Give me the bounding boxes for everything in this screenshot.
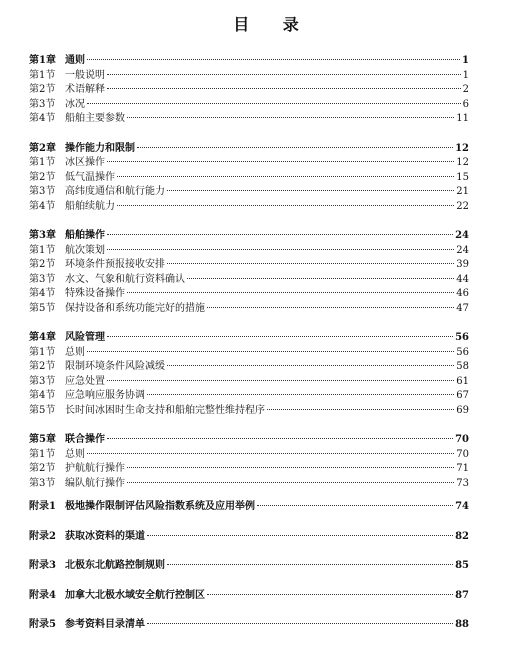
toc-appendix-entry[interactable] xyxy=(29,589,469,604)
toc-section-entry-number: 第1节 xyxy=(29,346,56,358)
dot-leader xyxy=(107,88,461,89)
dot-leader xyxy=(167,263,454,264)
toc-section-entry[interactable] xyxy=(29,404,469,419)
dot-leader xyxy=(107,161,454,162)
toc-chapter-entry-number: 第4章 xyxy=(29,332,56,343)
toc-section-entry-page-number: 69 xyxy=(456,404,469,416)
toc-chapter-entry-title: 通则 xyxy=(65,55,85,66)
toc-section-entry-title: 一般说明 xyxy=(65,69,105,81)
dot-leader xyxy=(127,482,454,483)
toc-section-entry-page-number: 1 xyxy=(462,69,469,81)
toc-section-entry-number: 第3节 xyxy=(29,273,56,285)
toc-section-entry-number: 第1节 xyxy=(29,448,56,460)
toc-appendix-list xyxy=(29,500,469,633)
dot-leader xyxy=(117,205,454,206)
toc-section-entry-title: 总则 xyxy=(65,346,85,358)
toc-appendix-entry-number: 附录5 xyxy=(29,619,56,630)
toc-section-entry[interactable] xyxy=(29,360,469,375)
toc-section-entry-number: 第1节 xyxy=(29,244,56,256)
toc-section-entry[interactable] xyxy=(29,200,469,215)
toc-appendix-entry-number: 附录3 xyxy=(29,560,56,571)
toc-section-entry-number: 第5节 xyxy=(29,302,56,314)
dot-leader xyxy=(87,103,461,104)
toc-section-entry-page-number: 6 xyxy=(462,98,469,110)
toc-section-entry[interactable] xyxy=(29,112,469,127)
toc-appendix-entry[interactable] xyxy=(29,559,469,574)
dot-leader xyxy=(107,380,454,381)
dot-leader xyxy=(117,176,454,177)
toc-section-entry-page-number: 73 xyxy=(456,477,469,489)
toc-appendix-entry[interactable] xyxy=(29,500,469,515)
toc-section-entry[interactable] xyxy=(29,171,469,186)
toc-section-entry-number: 第4节 xyxy=(29,288,56,299)
toc-appendix-entry[interactable] xyxy=(29,530,469,545)
dot-leader xyxy=(107,234,453,235)
toc-chapter-entry[interactable] xyxy=(29,54,469,69)
toc-section-entry-number: 第2节 xyxy=(29,259,56,270)
toc-section-entry[interactable] xyxy=(29,302,469,317)
toc-appendix-entry-page-number: 88 xyxy=(455,619,469,630)
toc-section-entry-title: 冰区操作 xyxy=(65,157,105,168)
toc-chapter-block xyxy=(29,229,469,316)
toc-section-entry-title: 护航航行操作 xyxy=(65,463,125,474)
dot-leader xyxy=(167,190,454,191)
toc-appendix-entry-title: 加拿大北极水域安全航行控制区 xyxy=(65,589,205,601)
toc-section-entry[interactable] xyxy=(29,389,469,404)
toc-section-entry-page-number: 2 xyxy=(462,84,469,95)
toc-section-entry-page-number: 39 xyxy=(456,259,469,270)
toc-section-entry-page-number: 67 xyxy=(456,390,469,401)
toc-section-entry-number: 第4节 xyxy=(29,200,56,212)
toc-section-entry-title: 低气温操作 xyxy=(65,171,115,183)
dot-leader xyxy=(87,453,454,454)
toc-section-entry-title: 冰况 xyxy=(65,98,85,110)
toc-chapter-block xyxy=(29,54,469,127)
toc-appendix-entry-number: 附录2 xyxy=(29,530,56,542)
toc-appendix-entry-page-number: 74 xyxy=(455,501,469,512)
toc-chapter-entry-page-number: 70 xyxy=(455,434,469,445)
toc-appendix-entry-title: 获取冰资料的渠道 xyxy=(65,530,145,542)
toc-section-entry[interactable] xyxy=(29,477,469,492)
toc-chapter-list xyxy=(29,54,469,491)
dot-leader xyxy=(137,147,453,148)
toc-chapter-entry-title: 船舶操作 xyxy=(65,230,105,241)
toc-section-entry-title: 船舶续航力 xyxy=(65,200,115,212)
dot-leader xyxy=(127,467,454,468)
toc-section-entry-page-number: 61 xyxy=(456,375,469,387)
toc-section-entry-page-number: 24 xyxy=(456,244,469,256)
toc-title: 目 录 xyxy=(233,15,313,34)
toc-section-entry-number: 第4节 xyxy=(29,113,56,124)
toc-section-entry-number: 第2节 xyxy=(29,361,56,372)
dot-leader xyxy=(257,505,453,506)
dot-leader xyxy=(167,365,454,366)
toc-chapter-entry[interactable] xyxy=(29,229,469,244)
toc-section-entry-title: 航次策划 xyxy=(65,244,105,256)
dot-leader xyxy=(147,623,453,624)
toc-section-entry[interactable] xyxy=(29,375,469,390)
toc-chapter-entry[interactable] xyxy=(29,142,469,157)
toc-chapter-entry[interactable] xyxy=(29,433,469,448)
toc-section-entry[interactable] xyxy=(29,273,469,288)
toc-chapter-entry-page-number: 12 xyxy=(455,142,469,154)
dot-leader xyxy=(127,292,454,293)
toc-section-entry[interactable] xyxy=(29,287,469,302)
toc-section-entry-number: 第3节 xyxy=(29,186,56,197)
toc-appendix-entry-page-number: 85 xyxy=(455,560,469,571)
toc-section-entry-page-number: 11 xyxy=(456,113,469,124)
toc-appendix-entry-page-number: 87 xyxy=(455,589,469,601)
toc-section-entry-title: 保持设备和系统功能完好的措施 xyxy=(65,302,205,314)
dot-leader xyxy=(187,278,454,279)
dot-leader xyxy=(207,307,454,308)
toc-chapter-entry-title: 联合操作 xyxy=(65,434,105,445)
toc-section-entry[interactable] xyxy=(29,185,469,200)
dot-leader xyxy=(107,438,453,439)
toc-section-entry-number: 第3节 xyxy=(29,98,56,110)
dot-leader xyxy=(267,409,454,410)
toc-section-entry-number: 第3节 xyxy=(29,477,56,489)
toc-section-entry-number: 第2节 xyxy=(29,84,56,95)
toc-section-entry-title: 船舶主要参数 xyxy=(65,113,125,124)
toc-appendix-entry-number: 附录4 xyxy=(29,589,56,601)
toc-appendix-entry-number: 附录1 xyxy=(29,501,56,512)
toc-section-entry[interactable] xyxy=(29,258,469,273)
toc-chapter-entry-page-number: 56 xyxy=(455,332,469,343)
toc-section-entry-title: 高纬度通信和航行能力 xyxy=(65,186,165,197)
dot-leader xyxy=(87,351,454,352)
toc-chapter-entry-number: 第1章 xyxy=(29,55,56,66)
toc-section-entry-title: 限制环境条件风险减缓 xyxy=(65,361,165,372)
toc-chapter-entry-page-number: 1 xyxy=(462,55,469,66)
toc-section-entry-title: 长时间冰困时生命支持和船舶完整性维持程序 xyxy=(65,404,265,416)
toc-section-entry[interactable] xyxy=(29,156,469,171)
toc-chapter-entry-title: 风险管理 xyxy=(65,332,105,343)
toc-section-entry[interactable] xyxy=(29,98,469,113)
dot-leader xyxy=(107,74,461,75)
dot-leader xyxy=(87,59,460,60)
toc-section-entry[interactable] xyxy=(29,448,469,463)
toc-section-entry-number: 第4节 xyxy=(29,390,56,401)
dot-leader xyxy=(127,117,454,118)
toc-appendix-entry-page-number: 82 xyxy=(455,530,469,542)
dot-leader xyxy=(147,535,453,536)
toc-section-entry-number: 第5节 xyxy=(29,404,56,416)
toc-section-entry-number: 第2节 xyxy=(29,463,56,474)
toc-section-entry-page-number: 56 xyxy=(456,346,469,358)
toc-appendix-entry-title: 参考资料目录清单 xyxy=(65,619,145,630)
toc-appendix-entry-title: 极地操作限制评估风险指数系统及应用举例 xyxy=(65,501,255,512)
toc-chapter-entry-page-number: 24 xyxy=(455,230,469,241)
toc-section-entry-title: 术语解释 xyxy=(65,84,105,95)
toc-section-entry-title: 水文、气象和航行资料确认 xyxy=(65,273,185,285)
toc-appendix-entry-title: 北极东北航路控制规则 xyxy=(65,560,165,571)
dot-leader xyxy=(167,564,453,565)
dot-leader xyxy=(107,249,454,250)
toc-section-entry-title: 应急响应服务协调 xyxy=(65,390,145,401)
toc-section-entry-page-number: 12 xyxy=(456,157,469,168)
toc-section-entry[interactable] xyxy=(29,346,469,361)
toc-section-entry-title: 编队航行操作 xyxy=(65,477,125,489)
toc-section-entry-page-number: 22 xyxy=(456,200,469,212)
toc-section-entry[interactable] xyxy=(29,462,469,477)
toc-section-entry-page-number: 21 xyxy=(456,186,469,197)
toc-section-entry-page-number: 44 xyxy=(456,273,469,285)
toc-section-entry-page-number: 46 xyxy=(456,288,469,299)
toc-chapter-block xyxy=(29,331,469,418)
toc-section-entry-title: 特殊设备操作 xyxy=(65,288,125,299)
toc-chapter-entry-number: 第3章 xyxy=(29,230,56,241)
toc-section-entry-number: 第2节 xyxy=(29,171,56,183)
toc-section-entry[interactable] xyxy=(29,69,469,84)
toc-section-entry-title: 应急处置 xyxy=(65,375,105,387)
dot-leader xyxy=(107,336,453,337)
toc-section-entry-number: 第1节 xyxy=(29,69,56,81)
toc-chapter-entry[interactable] xyxy=(29,331,469,346)
toc-chapter-entry-number: 第2章 xyxy=(29,142,56,154)
toc-section-entry-page-number: 15 xyxy=(456,171,469,183)
toc-appendix-entry[interactable] xyxy=(29,618,469,633)
toc-section-entry-title: 总则 xyxy=(65,448,85,460)
toc-chapter-block xyxy=(29,433,469,491)
toc-chapter-block xyxy=(29,142,469,215)
toc-section-entry-page-number: 47 xyxy=(456,302,469,314)
toc-section-entry[interactable] xyxy=(29,244,469,259)
toc-section-entry-number: 第3节 xyxy=(29,375,56,387)
toc-section-entry-page-number: 58 xyxy=(456,361,469,372)
toc-section-entry-page-number: 70 xyxy=(456,448,469,460)
toc-chapter-entry-number: 第5章 xyxy=(29,434,56,445)
toc-section-entry[interactable] xyxy=(29,83,469,98)
toc-section-entry-title: 环境条件预报接收安排 xyxy=(65,259,165,270)
dot-leader xyxy=(207,594,453,595)
toc-section-entry-page-number: 71 xyxy=(456,463,469,474)
dot-leader xyxy=(147,394,454,395)
toc-chapter-entry-title: 操作能力和限制 xyxy=(65,142,135,154)
toc-section-entry-number: 第1节 xyxy=(29,157,56,168)
